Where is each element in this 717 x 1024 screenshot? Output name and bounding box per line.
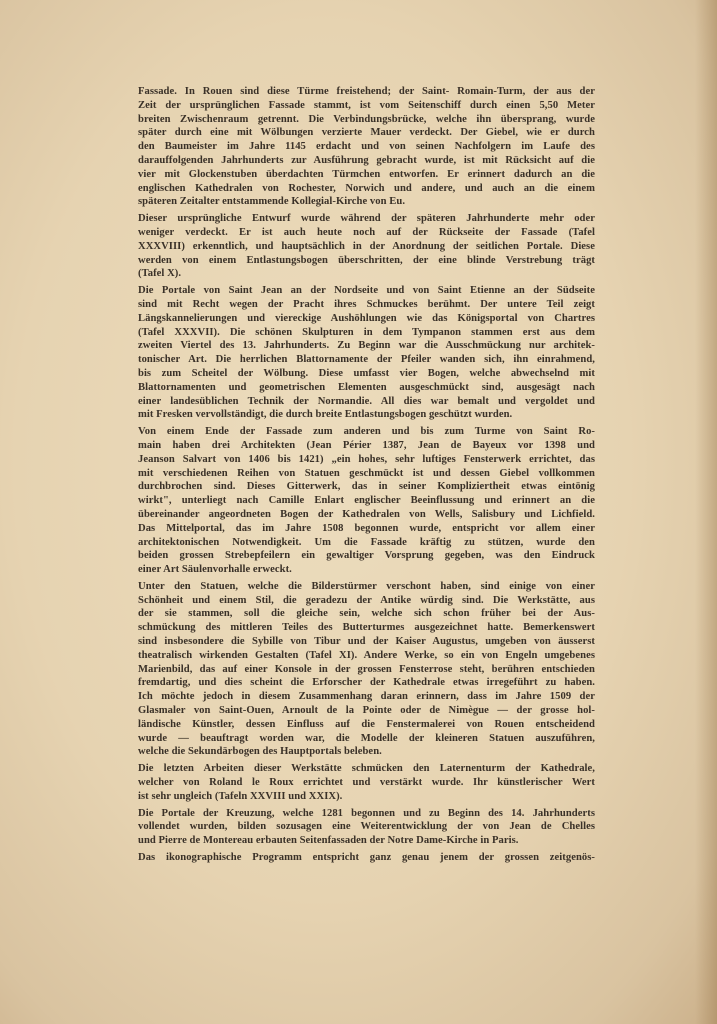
text-line: bis zum Scheitel der Wölbung. Diese umfasst vier Bogen, welche abwechselnd mit [138,367,595,379]
text-line: sind mit Recht wegen der Pracht ihres Schmuckes berühmt. Der untere Teil zeigt [138,298,595,310]
text-line: Die letzten Arbeiten dieser Werkstätte schmücken den Laternenturm der Kathedrale, [138,763,595,775]
paragraph [138,212,595,281]
text-line: der sie stammen, soll die gleiche sein, welche sich schon früher bei der Aus- [138,608,595,620]
text-line: fremdartig, und dies scheint die Erforscher der Kathedrale etwas irregeführt zu haben. [138,677,595,689]
text-line: Unter den Statuen, welche die Bilderstürmer verschont haben, sind einige von einer [138,580,595,592]
text-line: ist sehr ungleich (Tafeln XXVIII und XXIX). [138,790,343,802]
text-line: später durch eine mit Wölbungen verzierte Mauer verdeckt. Der Giebel, wie er durch [138,127,595,139]
text-line: weniger verdeckt. Er ist auch heute noch auf der Rückseite der Fassade (Tafel [138,226,595,238]
page-edge-shadow [695,0,717,1024]
text-line: einer Art Säulenvorhalle erweckt. [138,564,292,576]
text-line: durchbrochen sind. Dieses Gitterwerk, das in seiner Kompliziertheit etwas eintönig [138,481,595,493]
text-line: Das Mittelportal, das im Jahre 1508 begonnen wurde, entspricht vor allem einer [138,522,595,534]
text-line: Schönheit und einem Stil, die geradezu der Antike würdig sind. Die Werkstätte, aus [138,594,595,606]
text-line: vollendet wurden, bilden sozusagen eine Weiterentwicklung der von Jean de Chelles [138,821,595,833]
text-line: sind insbesondere die Sybille von Tibur und der Kaiser Augustus, umgeben von äusserst [138,636,595,648]
text-line: schmückung des mittleren Teiles des Butterturmes ausgezeichnet hatte. Bemerkenswert [138,622,595,634]
text-line: (Tafel X). [138,268,182,280]
text-line: Ich möchte jedoch in diesem Zusammenhang daran erinnern, dass im Jahre 1509 der [138,691,595,703]
paragraph [138,807,595,848]
text-line: welcher von Roland le Roux errichtet und verstärkt wurde. Ihr künstlerischer Wert [138,777,595,789]
text-line: welche die Sekundärbogen des Hauptportals beleben. [138,746,382,758]
paragraph [138,284,595,422]
paragraph [138,762,595,803]
text-line: werden von einem Entlastungsbogen überschritten, der eine blinde Verstrebung trägt [138,254,595,266]
text-line: zweiten Viertel des 13. Jahrhunderts. Zu Beginn war die Ausschmückung nur architek- [138,340,595,352]
text-line: wirkt", unterliegt nach Camille Enlart englischer Beeinflussung und erinnert an die [138,495,595,507]
text-line: und Pierre de Montereau erbauten Seitenfassaden der Notre Dame-Kirche in Paris. [138,835,519,847]
text-line: tonischer Art. Die herrlichen Blattornamente der Pfeiler wanden sich, ihn einrahmend, [138,354,595,366]
text-line: übereinander angeordneten Bogen der Kathedralen von Wells, Salisbury und Lichfield. [138,508,595,520]
text-line: architektonischen Notwendigkeit. Um die Fassade kräftig zu stützen, wurde den [138,536,595,548]
paragraph [138,425,595,577]
text-line: Blattornamenten und geometrischen Elementen ausgeschmückt sind, ausgesägt nach [138,381,595,393]
text-line: den Baumeister im Jahre 1145 erdacht und von seinen Nachfolgern im Laufe des [138,141,595,153]
text-line: Glasmaler von Saint-Ouen, Arnoult de la Pointe oder de Nimègue — der grosse hol- [138,705,595,717]
text-line: ländische Künstler, dessen Einfluss auf die Fenstermalerei von Rouen entscheidend [138,718,595,730]
document-page [138,85,595,868]
text-line: mit Fresken vervollständigt, die durch breite Entlastungsbogen geschützt wurden. [138,409,513,421]
text-line: Längskannelierungen und viereckige Aushöhlungen wie das Königsportal von Chartres [138,312,595,324]
paragraph [138,580,595,759]
text-line: Zeit der ursprünglichen Fassade stammt, ist vom Seitenschiff durch einen 5,50 Meter [138,99,595,111]
paragraph [138,851,595,865]
text-line: englischen Kathedralen von Rochester, Norwich und andere, und auch an die einem [138,182,595,194]
text-line: einer landesüblichen Technik der Normandie. All dies war bemalt und vergoldet und [138,395,595,407]
text-line: main haben drei Architekten (Jean Périer 1387, Jean de Bayeux vor 1398 und [138,439,595,451]
text-line: theatralisch wirkenden Gestalten (Tafel XI). Andere Werke, so ein von Engeln umgebenes [138,649,595,661]
text-line: Fassade. In Rouen sind diese Türme freistehend; der Saint- Romain-Turm, der aus der [138,86,595,97]
text-line: späteren Zeitalter entstammende Kollegial-Kirche von Eu. [138,196,406,208]
text-line: Die Portale der Kreuzung, welche 1281 begonnen und zu Beginn des 14. Jahrhunderts [138,807,595,819]
text-line: vier mit Glockenstuben überdachten Türmchen entworfen. Er erinnert dadurch an die [138,168,595,180]
text-line: breiten Zwischenraum getrennt. Die Verbindungsbrücke, welche ihn übersprang, wurde [138,113,595,125]
text-line: Marienbild, das auf einer Konsole in der grossen Fensterrose steht, berühren entschieden [138,663,595,675]
text-line: beiden grossen Strebepfeilern ein gewaltiger Vorsprung gegeben, was den Eindruck [138,550,595,562]
text-line: darauffolgenden Jahrhunderts zur Ausführung gebracht wurde, ist mit Rücksicht auf die [138,154,595,166]
text-line: mit verschiedenen Reihen von Statuen geschmückt ist und dessen Giebel vollkommen [138,467,595,479]
text-line: Von einem Ende der Fassade zum anderen und bis zum Turme von Saint Ro- [138,426,595,438]
paragraph [138,85,595,209]
text-line: Dieser ursprüngliche Entwurf wurde während der späteren Jahrhunderte mehr oder [138,213,595,225]
text-line: Das ikonographische Programm entspricht ganz genau jenem der grossen zeitgenös- [138,852,595,864]
text-line: (Tafel XXXVII). Die schönen Skulpturen in dem Tympanon stammen erst aus dem [138,326,595,338]
text-line: wurde — beauftragt worden war, die Modelle der kleineren Statuen auszuführen, [138,732,595,744]
text-line: XXXVIII) erkenntlich, und hauptsächlich in der Anordnung der seitlichen Portale. Diese [138,240,595,252]
text-line: Die Portale von Saint Jean an der Nordseite und von Saint Etienne an der Südseite [138,285,595,297]
text-line: Jeanson Salvart von 1406 bis 1421) „ein hohes, sehr luftiges Fensterwerk errichtet, das [138,453,595,465]
